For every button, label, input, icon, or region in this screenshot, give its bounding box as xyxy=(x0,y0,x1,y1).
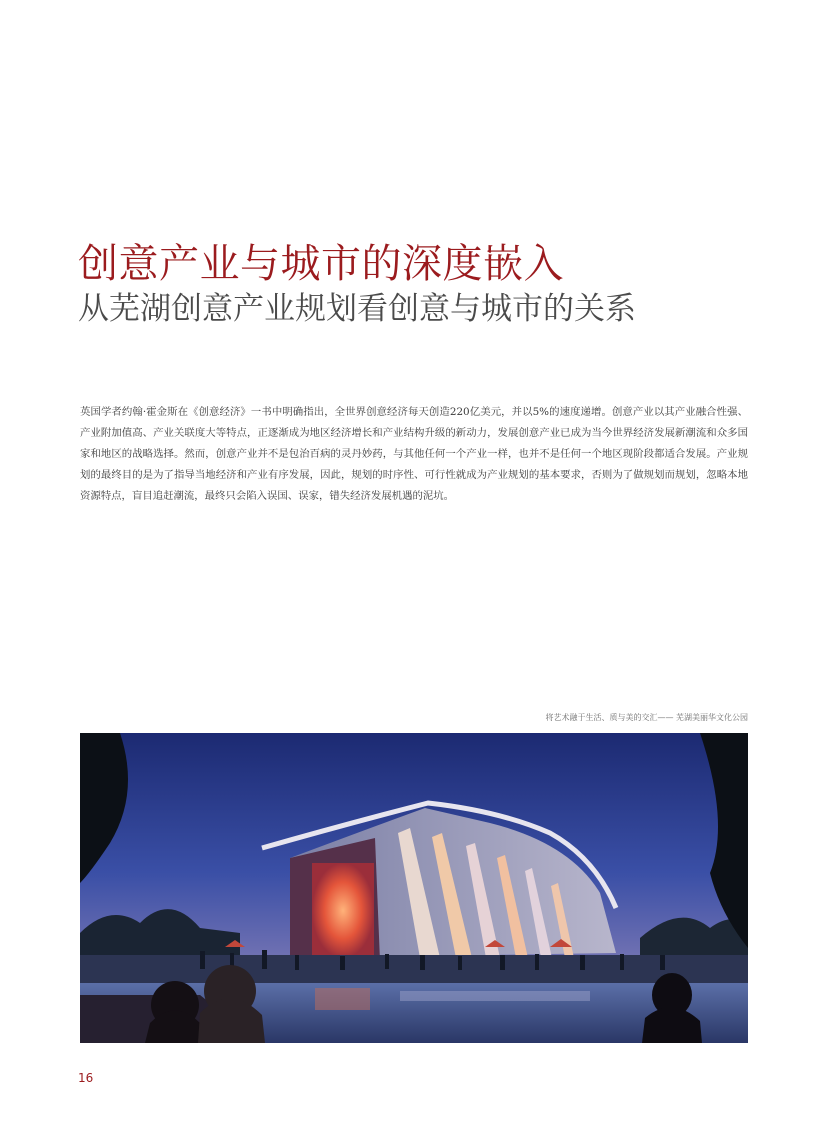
article-title: 创意产业与城市的深度嵌入 xyxy=(78,241,564,287)
culture-park-photo xyxy=(80,733,748,1043)
page-number: 16 xyxy=(78,1071,94,1085)
article-subtitle: 从芜湖创意产业规划看创意与城市的关系 xyxy=(78,291,636,327)
article-body: 英国学者约翰·霍金斯在《创意经济》一书中明确指出，全世界创意经济每天创造220亿美元，并以5%的速度递增。创意产业以其产业融合性强、产业附加值高、产业关联度大等特点，正逐渐成为地区经济增长和产业结构升级的新动力，发展创意产业已成为当今世界经济发展新潮流和众多国家和地区的战略选择。然而，创意产业并不是包治百病的灵丹妙药，与其他任何一个产业一样，也并不是任何一个地区现阶段都适合发展。产业规划的最终目的是为了指导当地经济和产业有序发展，因此，规划的时序性、可行性就成为产业规划的基本要求，否则为了做规划而规划，忽略本地资源特点，盲目追赶潮流，最终只会陷入误国、误家，错失经济发展机遇的泥坑。 xyxy=(80,406,748,502)
figure-caption: 将艺术融于生活、质与美的交汇—— 芜湖美丽华文化公园 xyxy=(545,713,748,722)
